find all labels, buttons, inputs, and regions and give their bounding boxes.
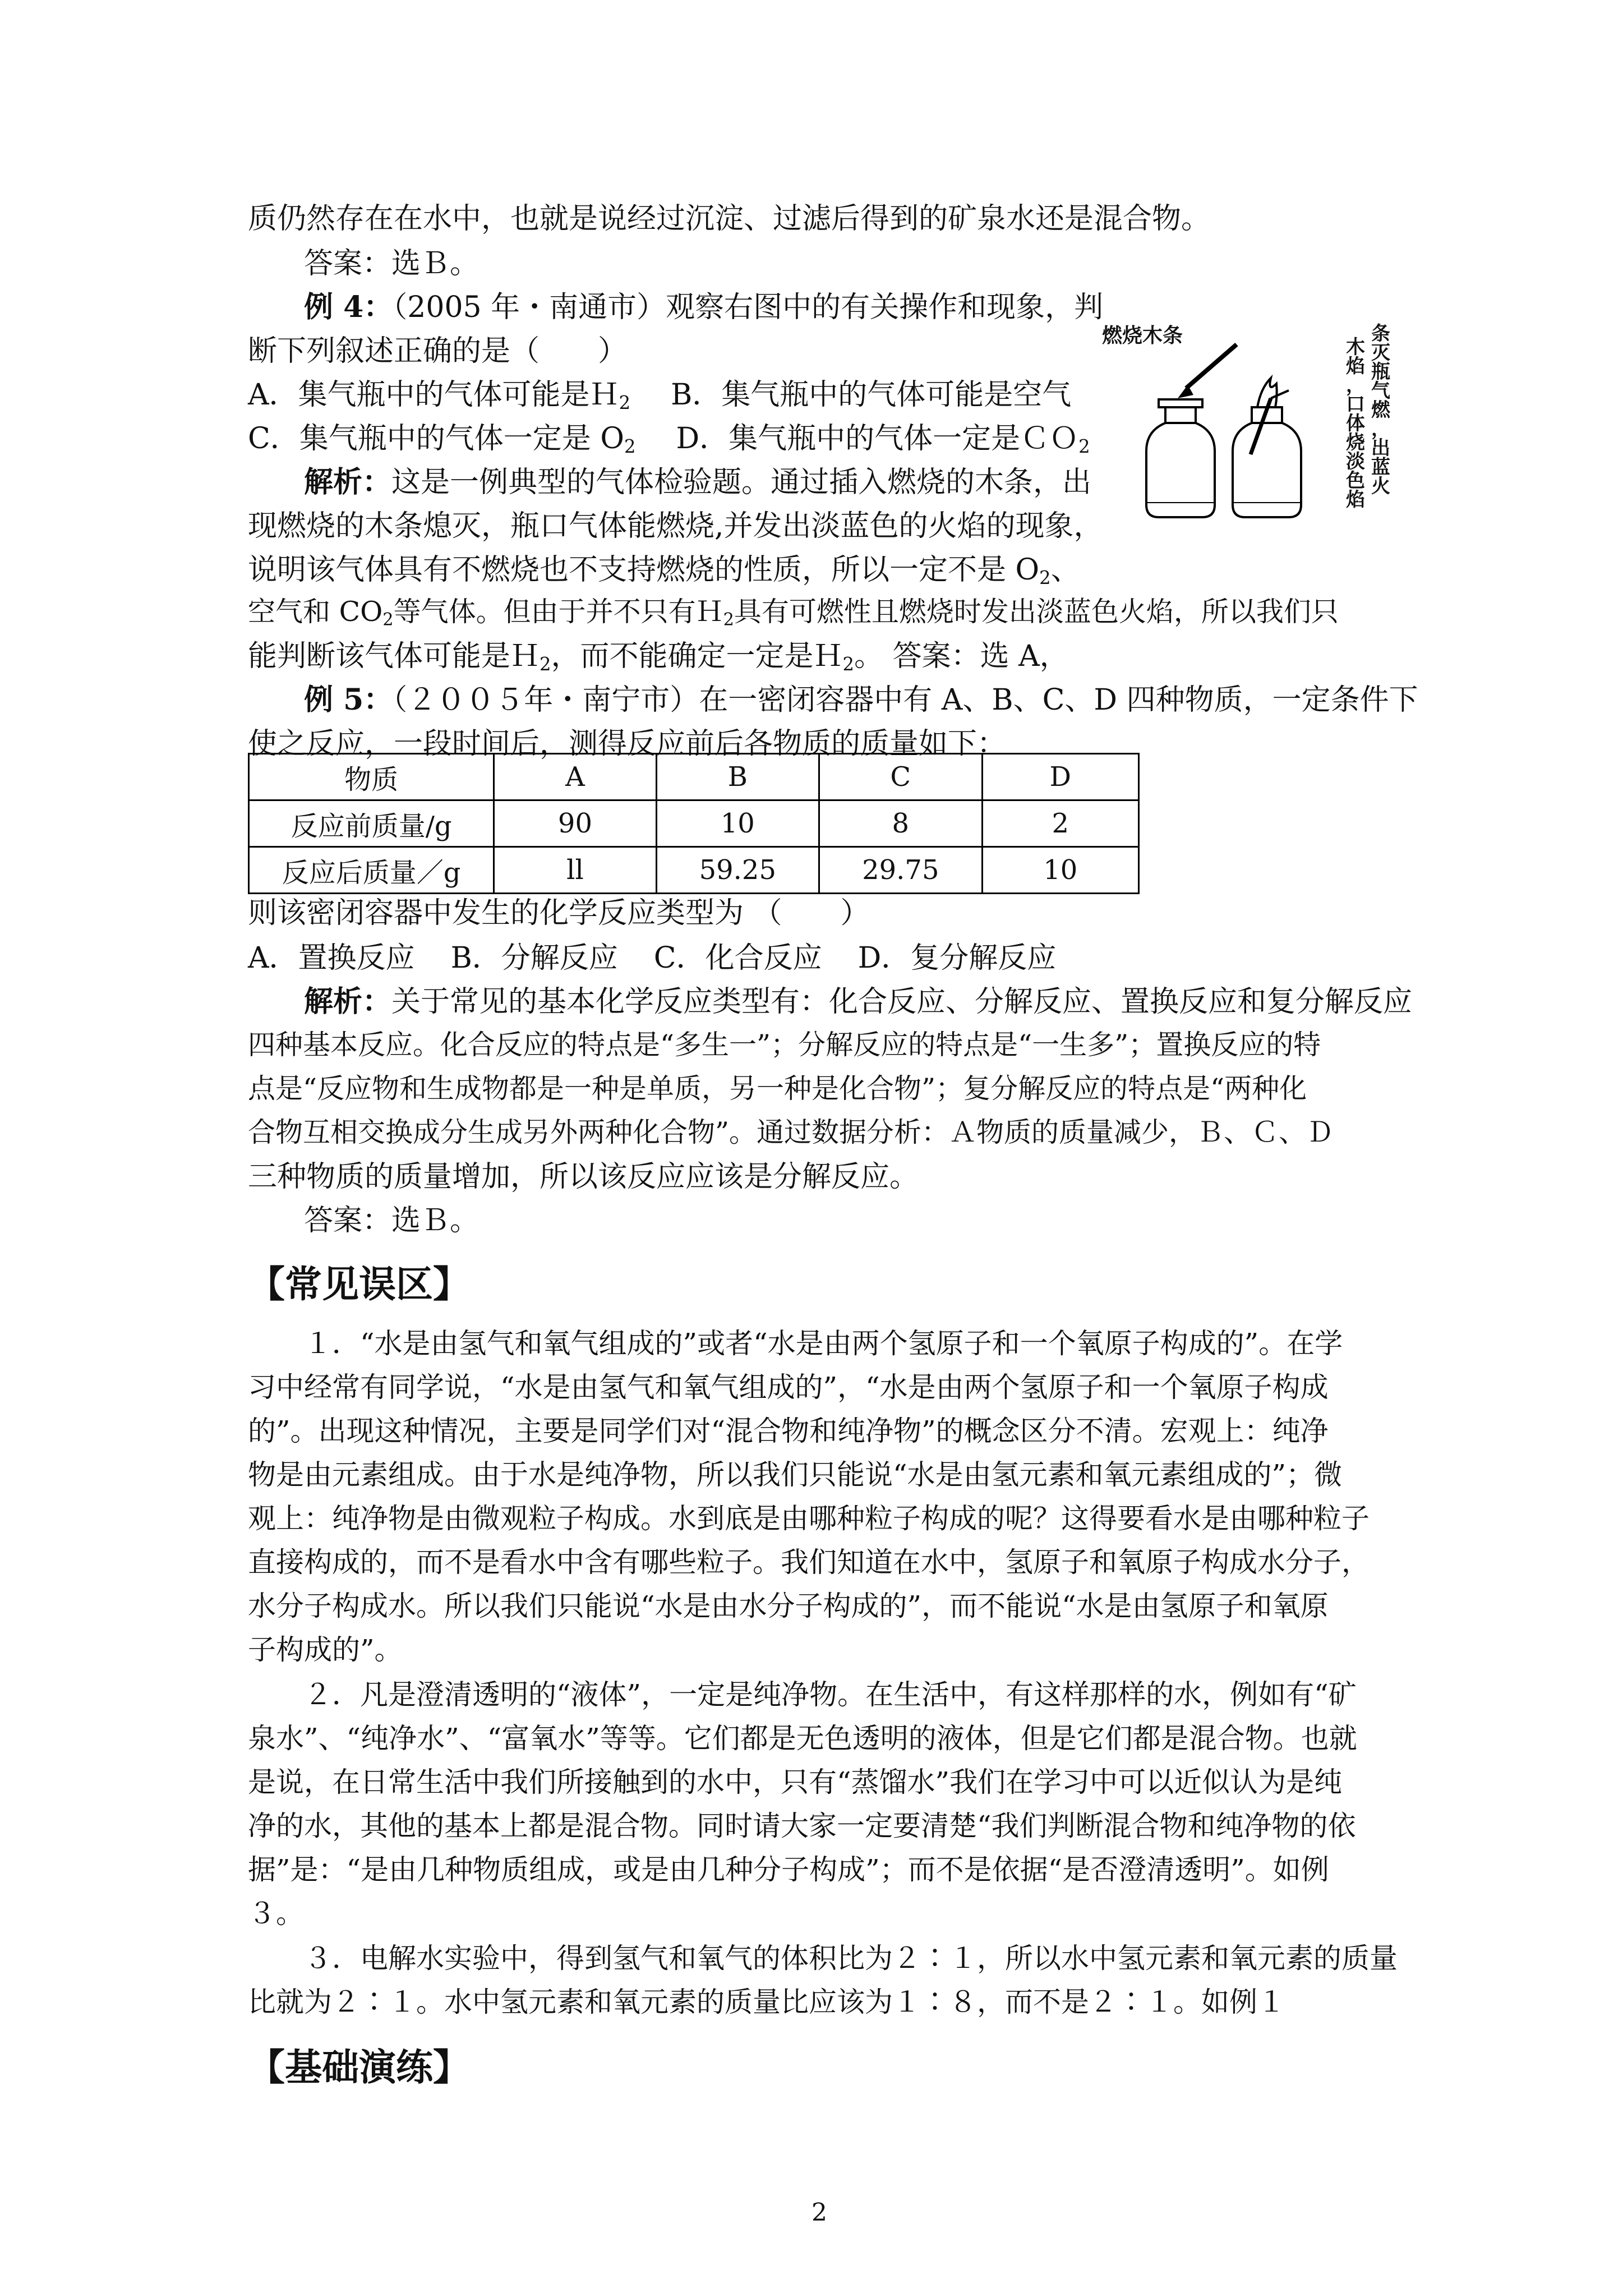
paragraph-line: 是说，在日常生活中我们所接触到的水中，只有“蒸馏水”我们在学习中可以近似认为是纯 <box>248 1766 1343 1798</box>
option-b: B．分解反应 <box>450 941 618 975</box>
table-header-cell: D <box>982 754 1138 800</box>
example-text: （2005 年・南通市）观察右图中的有关操作和现象，判 <box>393 291 1104 324</box>
table-cell: 10 <box>656 800 819 847</box>
example-5-line: 使之反应，一段时间后，测得反应前后各物质的质量如下： <box>248 727 1007 761</box>
analysis-line: 能判断该气体可能是Ｈ$_2$，而不能确定一定是Ｈ$_2$。 答案：选 A， <box>248 639 1069 675</box>
figure-title: 燃烧木条 <box>1102 324 1183 347</box>
option-row <box>248 378 1072 414</box>
gas-jar-illustration <box>1138 337 1352 527</box>
paragraph-line: １．“水是由氢气和氧气组成的”或者“水是由两个氢原子和一个氧原子构成的”。在学 <box>304 1327 1343 1360</box>
option-d: D．集气瓶中的气体一定是ＣＯ$_2$ <box>676 422 1090 458</box>
paragraph-line: 习中经常有同学说，“水是由氢气和氧气组成的”，“水是由两个氢原子和一个氧原子构成 <box>248 1371 1329 1404</box>
analysis-line: 空气和 $CO_2$等气体。但由于并不只有Ｈ$_2$具有可燃性且燃烧时发出淡蓝色火焰，所以我们只 <box>248 596 1339 630</box>
figure-caption-col: 木 焰 ， 口 体 烧 淡 色 焰 <box>1346 336 1365 511</box>
figure-caption-col: 条 灭 瓶 气 燃 ， 出 蓝 火 <box>1371 323 1390 498</box>
example-4-line <box>304 290 1104 324</box>
example-label: 例 5： <box>304 683 393 717</box>
paragraph-line: 泉水”、“纯净水”、“富氧水”等等。它们都是无色透明的液体，但是它们都是混合物。也就 <box>248 1722 1357 1755</box>
paragraph-line: ２．凡是澄清透明的“液体”，一定是纯净物。在生活中，有这样那样的水，例如有“矿 <box>304 1678 1357 1711</box>
paragraph-line: ３．电解水实验中，得到氢气和氧气的体积比为２∶１，所以水中氢元素和氧元素的质量 <box>304 1942 1398 1975</box>
option-a: A．置换反应 <box>248 941 415 975</box>
table-header-row <box>249 754 1139 800</box>
paragraph-line: 的”。出现这种情况，主要是同学们对“混合物和纯净物”的概念区分不清。宏观上：纯净 <box>248 1415 1329 1447</box>
table-cell: 29.75 <box>819 847 982 894</box>
table-cell: 反应前质量/g <box>249 800 494 847</box>
table-cell: 反应后质量／g <box>249 847 494 894</box>
answer-line: 答案：选Ｂ。 <box>304 1204 479 1237</box>
answer-line: 答案：选Ｂ。 <box>304 247 479 280</box>
table-cell: 59.25 <box>656 847 819 894</box>
paragraph-line: 水分子构成水。所以我们只能说“水是由水分子构成的”，而不能说“水是由氢原子和氧原 <box>248 1590 1329 1622</box>
table-row <box>249 800 1139 847</box>
paragraph-line: 比就为２∶１。水中氢元素和氧元素的质量比应该为１∶８，而不是２∶１。如例１ <box>248 1986 1285 2018</box>
analysis-line: 解析： 关于常见的基本化学反应类型有：化合反应、分解反应、置换反应和复分解反应 <box>304 984 1413 1019</box>
question-line: 则该密闭容器中发生的化学反应类型为 （ ） <box>248 896 870 930</box>
option-c: C．化合反应 <box>653 941 822 975</box>
section-heading: 【常见误区】 <box>248 1263 470 1306</box>
analysis-line: 点是“反应物和生成物都是一种是单质，另一种是化合物”；复分解反应的特点是“两种化 <box>248 1073 1307 1105</box>
body-line: 质仍然存在在水中，也就是说经过沉淀、过滤后得到的矿泉水还是混合物。 <box>248 202 1211 236</box>
table-header-cell: C <box>819 754 982 800</box>
table-cell: 10 <box>982 847 1138 894</box>
table-header-cell: B <box>656 754 819 800</box>
page-number: 2 <box>811 2198 827 2227</box>
table-row <box>249 847 1139 894</box>
paragraph-line: ３。 <box>248 1897 304 1930</box>
option-row <box>248 422 1090 458</box>
table-cell: 2 <box>982 800 1138 847</box>
table-cell: ll <box>494 847 656 894</box>
table-header-cell: A <box>494 754 656 800</box>
table-cell: 90 <box>494 800 656 847</box>
paragraph-line: 据”是：“是由几种物质组成，或是由几种分子构成”；而不是依据“是否澄清透明”。如例 <box>248 1853 1329 1886</box>
paragraph-line: 直接构成的，而不是看水中含有哪些粒子。我们知道在水中，氢原子和氧原子构成水分子， <box>248 1546 1370 1579</box>
analysis-line: 现燃烧的木条熄灭，瓶口气体能燃烧,并发出淡蓝色的火焰的现象， <box>248 509 1103 543</box>
analysis-line: 说明该气体具有不燃烧也不支持燃烧的性质，所以一定不是 $O_2$、 <box>248 553 1080 589</box>
analysis-line: 四种基本反应。化合反应的特点是“多生一”；分解反应的特点是“一生多”；置换反应的特 <box>248 1029 1321 1061</box>
analysis-line: 三种物质的质量增加，所以该反应应该是分解反应。 <box>248 1160 919 1194</box>
paragraph-line: 物是由元素组成。由于水是纯净物，所以我们只能说“水是由氢元素和氧元素组成的”；微 <box>248 1458 1343 1491</box>
table-cell: 8 <box>819 800 982 847</box>
option-b: B．集气瓶中的气体可能是空气 <box>671 378 1072 412</box>
paragraph-line: 观上：纯净物是由微观粒子构成。水到底是由哪种粒子构成的呢？这得要看水是由哪种粒子 <box>248 1502 1370 1535</box>
option-a: A．集气瓶中的气体可能是Ｈ$_2$ <box>248 378 631 414</box>
paragraph-line: 子构成的”。 <box>248 1634 403 1666</box>
option-c: C．集气瓶中的气体一定是 $O_2$ <box>248 422 636 458</box>
analysis-line: 解析：这是一例典型的气体检验题。通过插入燃烧的木条，出 <box>304 465 1092 499</box>
example-label: 例 4： <box>304 290 393 324</box>
analysis-line: 合物互相交换成分生成另外两种化合物”。通过数据分析：Ａ物质的质量减少，Ｂ、Ｃ、Ｄ <box>248 1116 1334 1148</box>
paragraph-line: 净的水，其他的基本上都是混合物。同时请大家一定要清楚“我们判断混合物和纯净物的依 <box>248 1810 1356 1842</box>
option-row <box>248 941 1057 975</box>
analysis-label: 解析： <box>304 984 392 1019</box>
table-header-cell: 物质 <box>249 754 494 800</box>
analysis-label: 解析： <box>304 465 392 499</box>
example-4-line: 断下列叙述正确的是（ ） <box>248 334 628 368</box>
section-heading: 【基础演练】 <box>248 2046 470 2089</box>
option-d: D．复分解反应 <box>857 941 1057 975</box>
mass-table <box>248 753 1140 894</box>
example-5-line: 例 5：（２００５年・南宁市）在一密闭容器中有 A、B、C、D 四种物质，一定条件下 <box>304 683 1418 717</box>
